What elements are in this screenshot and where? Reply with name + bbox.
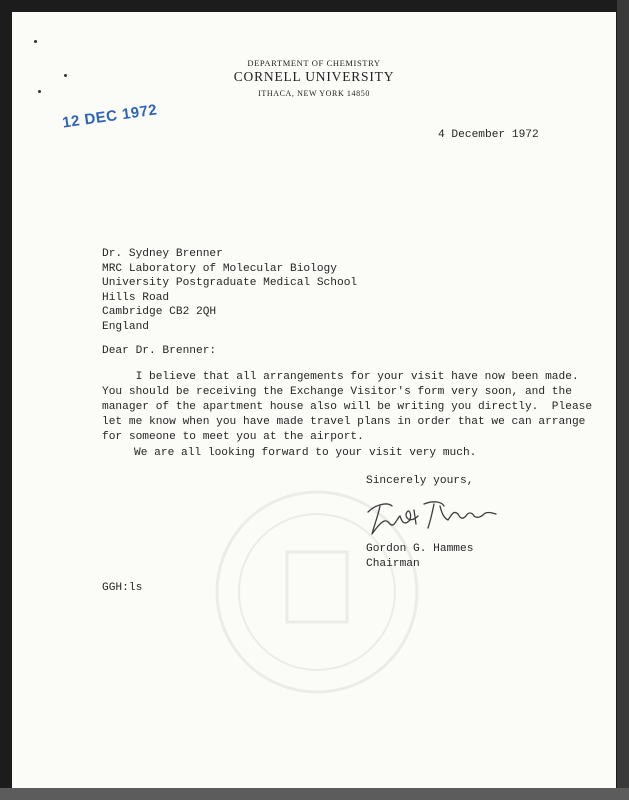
letter-date: 4 December 1972 bbox=[438, 129, 539, 141]
letterhead-department: DEPARTMENT OF CHEMISTRY bbox=[247, 58, 381, 68]
letterhead bbox=[12, 58, 616, 98]
typist-initials: GGH:ls bbox=[102, 582, 143, 594]
recipient-address bbox=[102, 247, 357, 334]
letterhead-university: CORNELL UNIVERSITY bbox=[233, 69, 395, 84]
received-date-stamp: 12 DEC 1972 bbox=[61, 101, 159, 132]
body-paragraph-1 bbox=[102, 370, 593, 445]
scan-border-bottom bbox=[0, 788, 629, 800]
address-line: Hills Road bbox=[102, 291, 170, 304]
scan-speck bbox=[34, 40, 37, 43]
body-line: for someone to meet you at the airport. bbox=[102, 431, 364, 443]
body-line: You should be receiving the Exchange Visitor's form very soon, and the bbox=[102, 386, 572, 398]
scan-border-right bbox=[617, 0, 629, 800]
sender-name: Gordon G. Hammes bbox=[366, 543, 474, 555]
closing: Sincerely yours, bbox=[366, 475, 474, 487]
address-line: University Postgraduate Medical School bbox=[102, 277, 358, 289]
salutation: Dear Dr. Brenner: bbox=[102, 345, 217, 357]
body-line: I believe that all arrangements for your visit have now been made. bbox=[102, 371, 579, 383]
address-line: Dr. Sydney Brenner bbox=[102, 248, 223, 260]
address-line: Cambridge CB2 2QH bbox=[102, 306, 217, 318]
letterhead-city: ITHACA, NEW YORK 14850 bbox=[258, 89, 370, 98]
address-line: MRC Laboratory of Molecular Biology bbox=[102, 262, 337, 275]
body-line: manager of the apartment house also will be writing you directly. Please bbox=[102, 401, 593, 413]
body-line: let me know when you have made travel plans in order that we can arrange bbox=[102, 416, 586, 428]
sender-title: Chairman bbox=[366, 557, 420, 570]
letter-page bbox=[12, 12, 616, 788]
sender-block bbox=[366, 542, 473, 571]
body-paragraph-2: We are all looking forward to your visit very much. bbox=[134, 447, 477, 459]
handwritten-signature bbox=[362, 490, 502, 540]
address-line: England bbox=[102, 320, 149, 333]
